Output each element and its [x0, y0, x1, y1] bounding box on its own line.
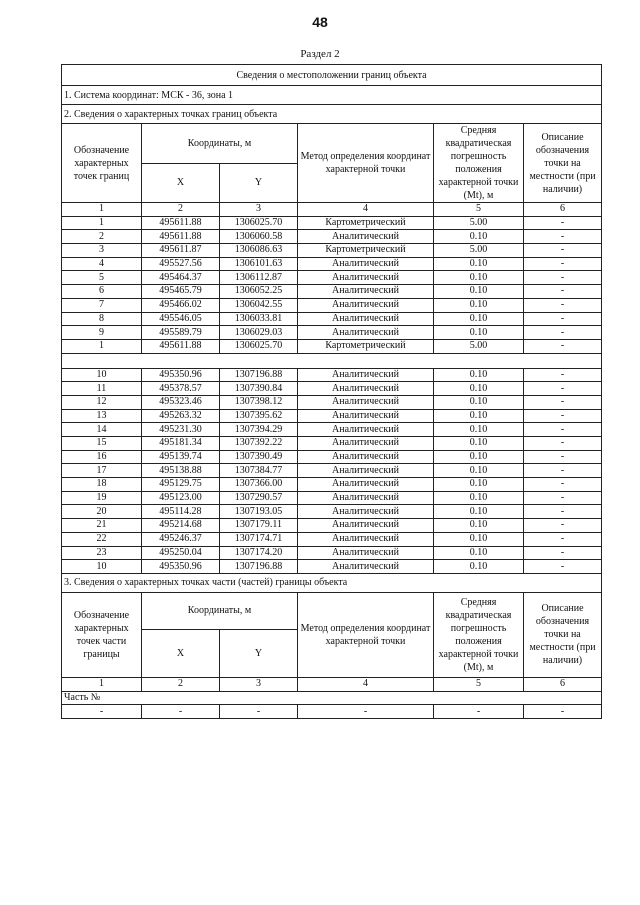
part-error: -	[434, 705, 524, 719]
x-coordinate: 495466.02	[142, 298, 220, 312]
point-number: 4	[62, 257, 142, 271]
point-number: 13	[62, 409, 142, 423]
header-point-designation: Обозначение характерных точек границ	[62, 124, 142, 203]
table-row	[62, 505, 602, 519]
description: -	[524, 298, 602, 312]
x-coordinate: 495611.87	[142, 244, 220, 258]
point-number: 1	[62, 216, 142, 230]
table-row	[62, 382, 602, 396]
error: 0.10	[434, 478, 524, 492]
part-point-number: -	[62, 705, 142, 719]
method: Картометрический	[298, 244, 434, 258]
point-number: 8	[62, 312, 142, 326]
x-coordinate: 495611.88	[142, 230, 220, 244]
header-error: Средняя квадратическая погрешность положения характерной точки (Mt), м	[434, 124, 524, 203]
description: -	[524, 464, 602, 478]
x-coordinate: 495464.37	[142, 271, 220, 285]
x-coordinate: 495611.88	[142, 216, 220, 230]
description: -	[524, 244, 602, 258]
page-number: 48	[312, 14, 328, 30]
header-point-designation-part: Обозначение характерных точек части границы	[62, 592, 142, 677]
x-coordinate: 495527.56	[142, 257, 220, 271]
method: Аналитический	[298, 230, 434, 244]
error: 0.10	[434, 271, 524, 285]
point-number: 18	[62, 478, 142, 492]
description: -	[524, 491, 602, 505]
x-coordinate: 495214.68	[142, 519, 220, 533]
y-coordinate: 1307174.71	[220, 532, 298, 546]
point-number: 1	[62, 339, 142, 353]
y-coordinate: 1306112.87	[220, 271, 298, 285]
description: -	[524, 532, 602, 546]
error: 0.10	[434, 312, 524, 326]
error: 0.10	[434, 560, 524, 574]
table-row	[62, 312, 602, 326]
error: 0.10	[434, 368, 524, 382]
description: -	[524, 519, 602, 533]
error: 0.10	[434, 437, 524, 451]
x-coordinate: 495138.88	[142, 464, 220, 478]
description: -	[524, 395, 602, 409]
error: 5.00	[434, 244, 524, 258]
header-coordinates-part: Координаты, м	[142, 592, 298, 629]
method: Аналитический	[298, 519, 434, 533]
y-coordinate: 1307196.88	[220, 560, 298, 574]
description: -	[524, 478, 602, 492]
table-row	[62, 423, 602, 437]
method: Аналитический	[298, 464, 434, 478]
col-num-x-coordinate: 2	[142, 677, 220, 691]
part-description: -	[524, 705, 602, 719]
x-coordinate: 495181.34	[142, 437, 220, 451]
table-row	[62, 244, 602, 258]
y-coordinate: 1307366.00	[220, 478, 298, 492]
description: -	[524, 285, 602, 299]
method: Аналитический	[298, 546, 434, 560]
method: Аналитический	[298, 560, 434, 574]
col-num-point-number: 1	[62, 677, 142, 691]
col-num-error: 5	[434, 677, 524, 691]
point-number: 15	[62, 437, 142, 451]
table-row	[62, 326, 602, 340]
x-coordinate: 495231.30	[142, 423, 220, 437]
y-coordinate: 1307290.57	[220, 491, 298, 505]
description: -	[524, 216, 602, 230]
error: 0.10	[434, 532, 524, 546]
description: -	[524, 450, 602, 464]
point-number: 19	[62, 491, 142, 505]
header-y-part: Y	[220, 629, 298, 677]
y-coordinate: 1307174.20	[220, 546, 298, 560]
y-coordinate: 1307395.62	[220, 409, 298, 423]
table-row	[62, 546, 602, 560]
error: 0.10	[434, 326, 524, 340]
col-num-x-coordinate: 2	[142, 203, 220, 217]
section-2-title: 2. Сведения о характерных точках границ объекта	[62, 105, 602, 124]
description: -	[524, 437, 602, 451]
table-title: Сведения о местоположении границ объекта	[62, 65, 602, 86]
x-coordinate: 495350.96	[142, 368, 220, 382]
point-number: 21	[62, 519, 142, 533]
description: -	[524, 326, 602, 340]
y-coordinate: 1307196.88	[220, 368, 298, 382]
x-coordinate: 495378.57	[142, 382, 220, 396]
y-coordinate: 1307384.77	[220, 464, 298, 478]
header-y: Y	[220, 163, 298, 203]
header-error-part: Средняя квадратическая погрешность положения характерной точки (Mt), м	[434, 592, 524, 677]
description: -	[524, 423, 602, 437]
y-coordinate: 1306042.55	[220, 298, 298, 312]
table-row	[62, 216, 602, 230]
error: 0.10	[434, 546, 524, 560]
method: Аналитический	[298, 505, 434, 519]
description: -	[524, 560, 602, 574]
method: Аналитический	[298, 285, 434, 299]
error: 0.10	[434, 285, 524, 299]
column-number-row	[62, 203, 602, 217]
col-num-point-number: 1	[62, 203, 142, 217]
y-coordinate: 1306052.25	[220, 285, 298, 299]
y-coordinate: 1306025.70	[220, 339, 298, 353]
y-coordinate: 1306029.03	[220, 326, 298, 340]
table-row	[62, 464, 602, 478]
point-number: 3	[62, 244, 142, 258]
error: 5.00	[434, 339, 524, 353]
x-coordinate: 495250.04	[142, 546, 220, 560]
method: Аналитический	[298, 298, 434, 312]
x-coordinate: 495263.32	[142, 409, 220, 423]
error: 0.10	[434, 409, 524, 423]
x-coordinate: 495123.00	[142, 491, 220, 505]
error: 0.10	[434, 464, 524, 478]
table-row	[62, 230, 602, 244]
y-coordinate: 1307394.29	[220, 423, 298, 437]
coordinate-system: 1. Система координат: МСК - 36, зона 1	[62, 86, 602, 105]
point-number: 11	[62, 382, 142, 396]
error: 0.10	[434, 257, 524, 271]
point-number: 10	[62, 560, 142, 574]
method: Аналитический	[298, 478, 434, 492]
method: Аналитический	[298, 437, 434, 451]
header-method-part: Метод определения координат характерной точки	[298, 592, 434, 677]
description: -	[524, 368, 602, 382]
point-number: 12	[62, 395, 142, 409]
method: Картометрический	[298, 339, 434, 353]
method: Аналитический	[298, 382, 434, 396]
col-num-method: 4	[298, 203, 434, 217]
error: 0.10	[434, 450, 524, 464]
y-coordinate: 1307398.12	[220, 395, 298, 409]
point-number: 22	[62, 532, 142, 546]
method: Аналитический	[298, 423, 434, 437]
error: 0.10	[434, 505, 524, 519]
x-coordinate: 495465.79	[142, 285, 220, 299]
header-description-part: Описание обозначения точки на местности (при наличии)	[524, 592, 602, 677]
col-num-error: 5	[434, 203, 524, 217]
error: 0.10	[434, 491, 524, 505]
table-row	[62, 519, 602, 533]
x-coordinate: 495589.79	[142, 326, 220, 340]
point-number: 17	[62, 464, 142, 478]
col-num-y-coordinate: 3	[220, 203, 298, 217]
y-coordinate: 1306101.63	[220, 257, 298, 271]
part-y-coordinate: -	[220, 705, 298, 719]
method: Аналитический	[298, 326, 434, 340]
contour-separator-row	[62, 353, 602, 368]
error: 5.00	[434, 216, 524, 230]
point-number: 9	[62, 326, 142, 340]
table-row	[62, 257, 602, 271]
y-coordinate: 1307390.84	[220, 382, 298, 396]
table-row	[62, 298, 602, 312]
point-number: 2	[62, 230, 142, 244]
x-coordinate: 495323.46	[142, 395, 220, 409]
section-label: Раздел 2	[300, 48, 340, 60]
y-coordinate: 1307193.05	[220, 505, 298, 519]
table-row	[62, 491, 602, 505]
description: -	[524, 271, 602, 285]
y-coordinate: 1306060.58	[220, 230, 298, 244]
table-row	[62, 437, 602, 451]
x-coordinate: 495546.05	[142, 312, 220, 326]
y-coordinate: 1306033.81	[220, 312, 298, 326]
method: Аналитический	[298, 257, 434, 271]
description: -	[524, 339, 602, 353]
col-num-method: 4	[298, 677, 434, 691]
error: 0.10	[434, 382, 524, 396]
y-coordinate: 1307390.49	[220, 450, 298, 464]
table-row	[62, 409, 602, 423]
method: Аналитический	[298, 450, 434, 464]
description: -	[524, 257, 602, 271]
description: -	[524, 312, 602, 326]
header-description: Описание обозначения точки на местности (при наличии)	[524, 124, 602, 203]
y-coordinate: 1307179.11	[220, 519, 298, 533]
x-coordinate: 495114.28	[142, 505, 220, 519]
table-row	[62, 368, 602, 382]
table-row	[62, 285, 602, 299]
point-number: 10	[62, 368, 142, 382]
y-coordinate: 1306086.63	[220, 244, 298, 258]
point-number: 5	[62, 271, 142, 285]
point-number: 7	[62, 298, 142, 312]
table-row	[62, 395, 602, 409]
x-coordinate: 495611.88	[142, 339, 220, 353]
header-x-part: X	[142, 629, 220, 677]
point-number: 20	[62, 505, 142, 519]
x-coordinate: 495129.75	[142, 478, 220, 492]
table-row	[62, 478, 602, 492]
point-number: 23	[62, 546, 142, 560]
header-method: Метод определения координат характерной точки	[298, 124, 434, 203]
error: 0.10	[434, 519, 524, 533]
method: Аналитический	[298, 409, 434, 423]
table-row	[62, 532, 602, 546]
description: -	[524, 546, 602, 560]
y-coordinate: 1306025.70	[220, 216, 298, 230]
table-row	[62, 560, 602, 574]
boundary-table	[61, 64, 602, 719]
col-num-description: 6	[524, 203, 602, 217]
description: -	[524, 382, 602, 396]
method: Аналитический	[298, 312, 434, 326]
part-label: Часть №	[62, 691, 602, 705]
error: 0.10	[434, 298, 524, 312]
col-num-y-coordinate: 3	[220, 677, 298, 691]
x-coordinate: 495350.96	[142, 560, 220, 574]
part-x-coordinate: -	[142, 705, 220, 719]
table-row	[62, 271, 602, 285]
table-row	[62, 339, 602, 353]
error: 0.10	[434, 230, 524, 244]
method: Аналитический	[298, 532, 434, 546]
point-number: 14	[62, 423, 142, 437]
error: 0.10	[434, 395, 524, 409]
description: -	[524, 230, 602, 244]
point-number: 6	[62, 285, 142, 299]
x-coordinate: 495246.37	[142, 532, 220, 546]
part-row	[62, 705, 602, 719]
y-coordinate: 1307392.22	[220, 437, 298, 451]
x-coordinate: 495139.74	[142, 450, 220, 464]
header-coordinates: Координаты, м	[142, 124, 298, 164]
header-x: X	[142, 163, 220, 203]
error: 0.10	[434, 423, 524, 437]
col-num-description: 6	[524, 677, 602, 691]
method: Картометрический	[298, 216, 434, 230]
table-row	[62, 450, 602, 464]
method: Аналитический	[298, 395, 434, 409]
method: Аналитический	[298, 368, 434, 382]
column-number-row-part	[62, 677, 602, 691]
description: -	[524, 505, 602, 519]
part-method: -	[298, 705, 434, 719]
section-3-title: 3. Сведения о характерных точках части (частей) границы объекта	[62, 573, 602, 592]
method: Аналитический	[298, 271, 434, 285]
description: -	[524, 409, 602, 423]
point-number: 16	[62, 450, 142, 464]
method: Аналитический	[298, 491, 434, 505]
